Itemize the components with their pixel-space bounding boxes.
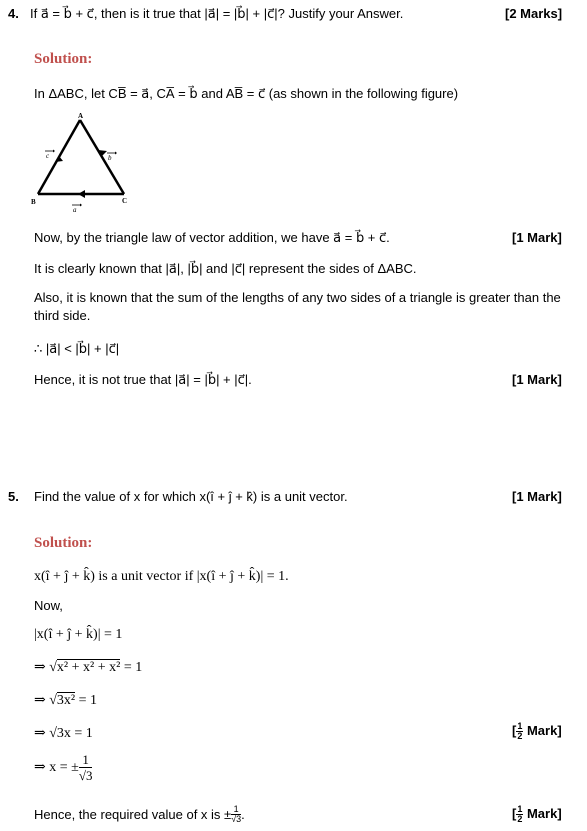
vector-label-b: b (108, 154, 112, 162)
question-text: If a⃗ = b⃗ + c⃗, then is it true that |a⃗| = |b⃗| + |c⃗|? Justify your Answer. (30, 6, 404, 21)
vector-label-c: c (46, 152, 50, 160)
solution-line: ⇒ x = ± $\frac{1}{√3}$ (34, 752, 93, 783)
marks-label: [1 Mark] (512, 489, 562, 504)
implies-sqrt-prefix: ⇒ √ (34, 693, 57, 708)
half-fraction: $\frac{1}{2}$ (517, 721, 523, 741)
question-text: Find the value of x for which x(î + ĵ + k̂) is a unit vector. (34, 489, 348, 504)
solution-heading: Solution: (34, 51, 93, 67)
equation-rhs: = 1 (120, 660, 143, 675)
marks-label: [2 Marks] (505, 6, 563, 21)
equation-rhs: = 1 (75, 693, 98, 708)
fraction: $\frac{1}{√3}$ (78, 752, 93, 783)
triangle-side-ac (80, 120, 124, 194)
solution-line (34, 692, 97, 709)
triangle-figure (28, 110, 138, 216)
question-number: 4. (8, 6, 19, 21)
marks-label: [1 Mark] (512, 372, 562, 387)
solution-line: |x(î + ĵ + k̂)| = 1 (34, 627, 123, 642)
arrowhead-icon (55, 156, 63, 162)
solution-line: Hence, it is not true that |a⃗| = |b⃗| + |c⃗|. (34, 372, 252, 387)
radicand: 3x² (56, 693, 76, 708)
solution-line: Hence, the required value of x is ± $\frac{1}{√3}$ . (34, 804, 245, 824)
radicand: x² + x² + x² (56, 660, 121, 675)
solution-line: Now, by the triangle law of vector addition, we have a⃗ = b⃗ + c⃗. (34, 230, 390, 245)
vertex-label-a: A (78, 112, 84, 120)
solution-line: ⇒ √3x = 1 (34, 726, 93, 741)
vector-label-a: a (73, 206, 77, 214)
fraction: $\frac{1}{√3}$ (231, 804, 242, 824)
solution-line: ∴ |a⃗| < |b⃗| + |c⃗| (34, 341, 120, 356)
marks-label: [ $\frac{1}{2}$ Mark] (512, 721, 562, 741)
solution-line: x(î + ĵ + k̂) is a unit vector if |x(î + ĵ + k̂)| = 1. (34, 569, 289, 584)
implies-sqrt-prefix: ⇒ √ (34, 660, 57, 675)
marks-label: [1 Mark] (512, 230, 562, 245)
solution-line: third side. (34, 308, 91, 323)
arrowhead-icon (78, 190, 85, 198)
half-fraction: $\frac{1}{2}$ (517, 804, 523, 824)
solution-line: Also, it is known that the sum of the lengths of any two sides of a triangle is greater than the (34, 290, 561, 305)
vertex-label-c: C (122, 197, 128, 205)
vertex-label-b: B (31, 198, 36, 206)
solution-line: Now, (34, 598, 63, 613)
solution-line (34, 659, 142, 676)
marks-label: [ $\frac{1}{2}$ Mark] (512, 804, 562, 824)
solution-line: In ΔABC, let CB̅ = a⃗, CA̅ = b⃗ and AB̅ = c⃗ (as shown in the following figure) (34, 86, 459, 101)
solution-line: It is clearly known that |a⃗|, |b⃗| and |c⃗| represent the sides of ΔABC. (34, 261, 417, 276)
solution-heading: Solution: (34, 535, 93, 551)
question-number: 5. (8, 489, 19, 504)
